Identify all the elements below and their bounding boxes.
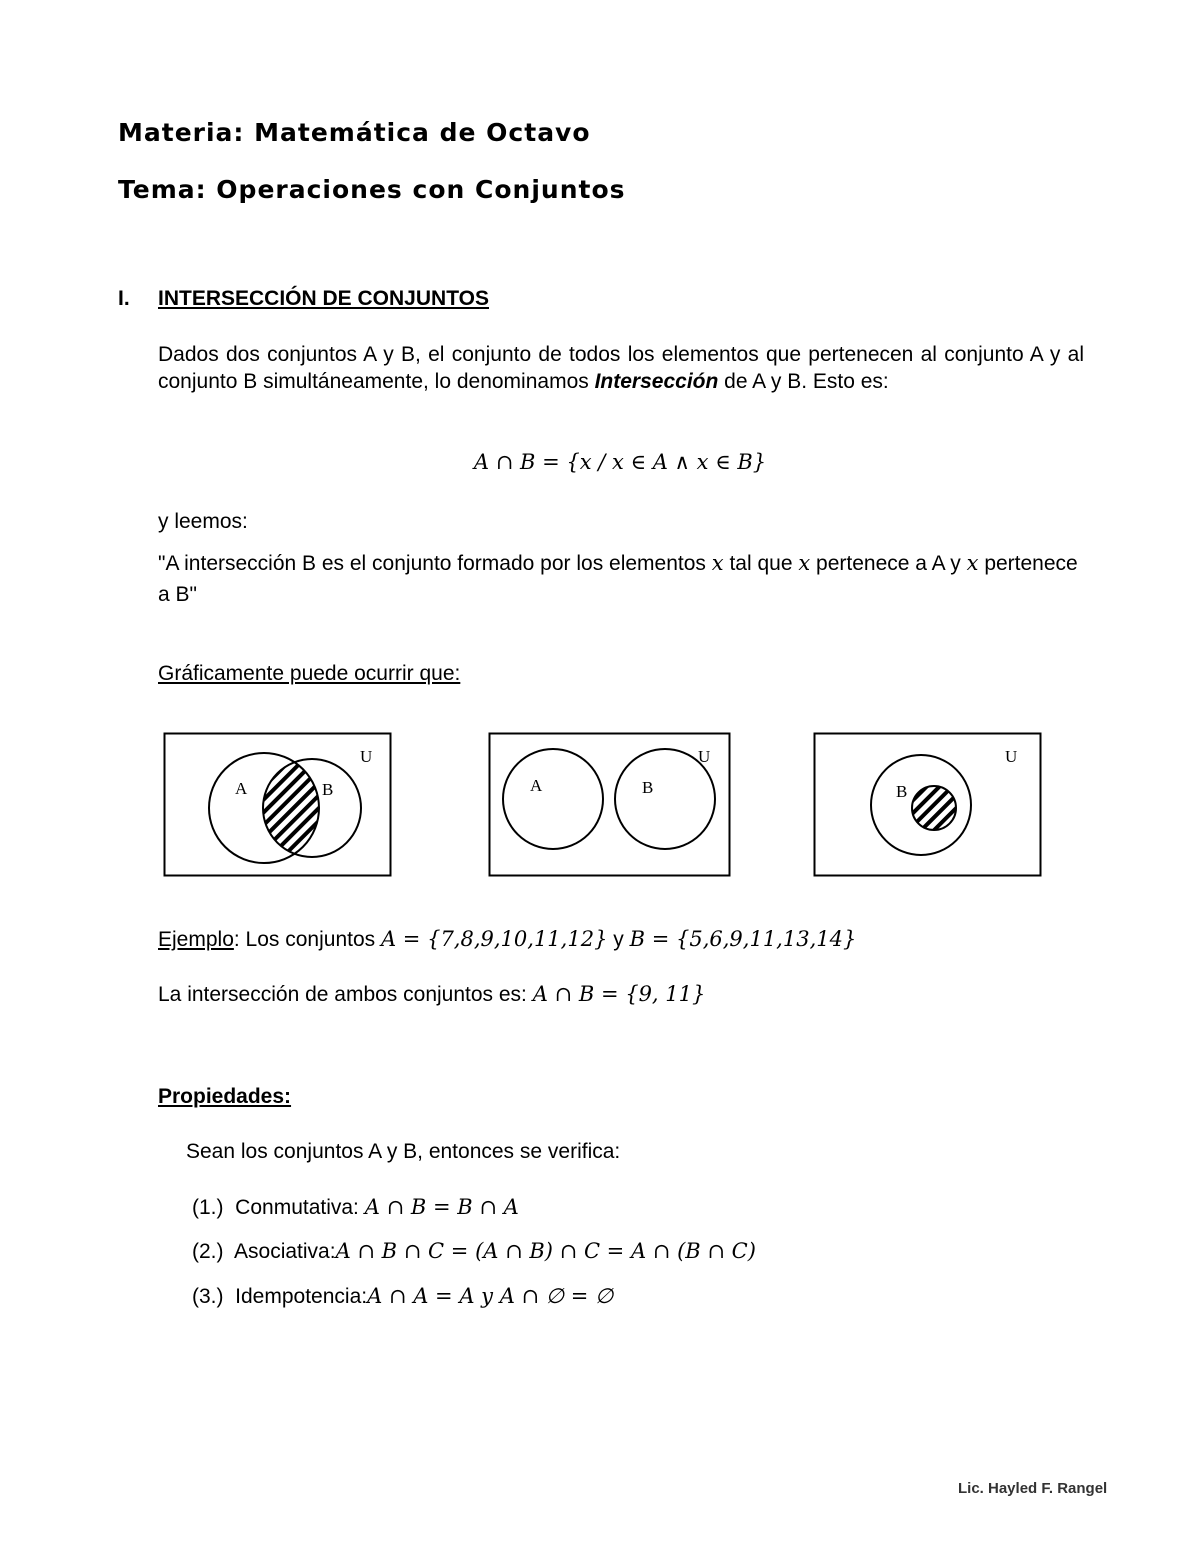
section-title: INTERSECCIÓN DE CONJUNTOS — [158, 287, 489, 310]
example-result-line: La intersección de ambos conjuntos es: A ∩ B = {9, 11} — [158, 982, 706, 1006]
universe-label: U — [360, 747, 373, 766]
example-set-b: B = {5,6,9,11,13,14} — [629, 927, 857, 951]
inner-set-circle — [912, 786, 956, 830]
universe-rect — [490, 734, 730, 876]
graph-intro: Gráficamente puede ocurrir que: — [158, 662, 461, 685]
intro-paragraph: Dados dos conjuntos A y B, el conjunto de todos los elementos que pertenecen al conjunto A y al conjunto B simultáneamente, lo denominamos Intersección de A y B. Esto es: — [158, 343, 1084, 393]
example-label: Ejemplo — [158, 928, 234, 951]
set-a-label: A — [235, 779, 248, 798]
example-result: A ∩ B = {9, 11} — [532, 982, 706, 1006]
property-item-3: (3.) Idempotencia:A ∩ A = A y A ∩ ∅ = ∅ — [192, 1284, 614, 1308]
definition-formula: A ∩ B = {x / x ∈ A ∧ x ∈ B} — [473, 450, 767, 474]
reading-paragraph: "A intersección B es el conjunto formado por los elementos x tal que x pertenece a A y x pertenece a B" — [158, 551, 1078, 606]
universe-label: U — [698, 747, 711, 766]
properties-title: Propiedades: — [158, 1085, 292, 1108]
venn-diagram-disjoint — [488, 732, 732, 878]
topic-heading: Tema: Operaciones con Conjuntos — [118, 175, 626, 204]
universe-label: U — [1005, 747, 1018, 766]
example-set-a: A = {7,8,9,10,11,12} — [380, 927, 608, 951]
properties-intro: Sean los conjuntos A y B, entonces se verifica: — [186, 1140, 621, 1163]
property-item-2: (2.) Asociativa:A ∩ B ∩ C = (A ∩ B) ∩ C = A ∩ (B ∩ C) — [192, 1239, 756, 1263]
intersection-term: Intersección — [594, 370, 719, 393]
example-line: Ejemplo: Los conjuntos A = {7,8,9,10,11,12} y B = {5,6,9,11,13,14} — [158, 927, 857, 951]
set-b-label: B — [322, 780, 334, 799]
property-item-1: (1.) Conmutativa: A ∩ B = B ∩ A — [192, 1195, 519, 1219]
set-a-label: A — [530, 776, 543, 795]
set-b-label: B — [896, 782, 908, 801]
section-number: I. — [118, 287, 130, 310]
reading-intro: y leemos: — [158, 510, 248, 533]
set-b-label: B — [642, 778, 654, 797]
subject-heading: Materia: Matemática de Octavo — [118, 118, 591, 147]
venn-diagram-overlap — [163, 732, 393, 878]
footer-author: Lic. Hayled F. Rangel — [958, 1480, 1108, 1497]
venn-diagram-subset — [813, 732, 1043, 878]
